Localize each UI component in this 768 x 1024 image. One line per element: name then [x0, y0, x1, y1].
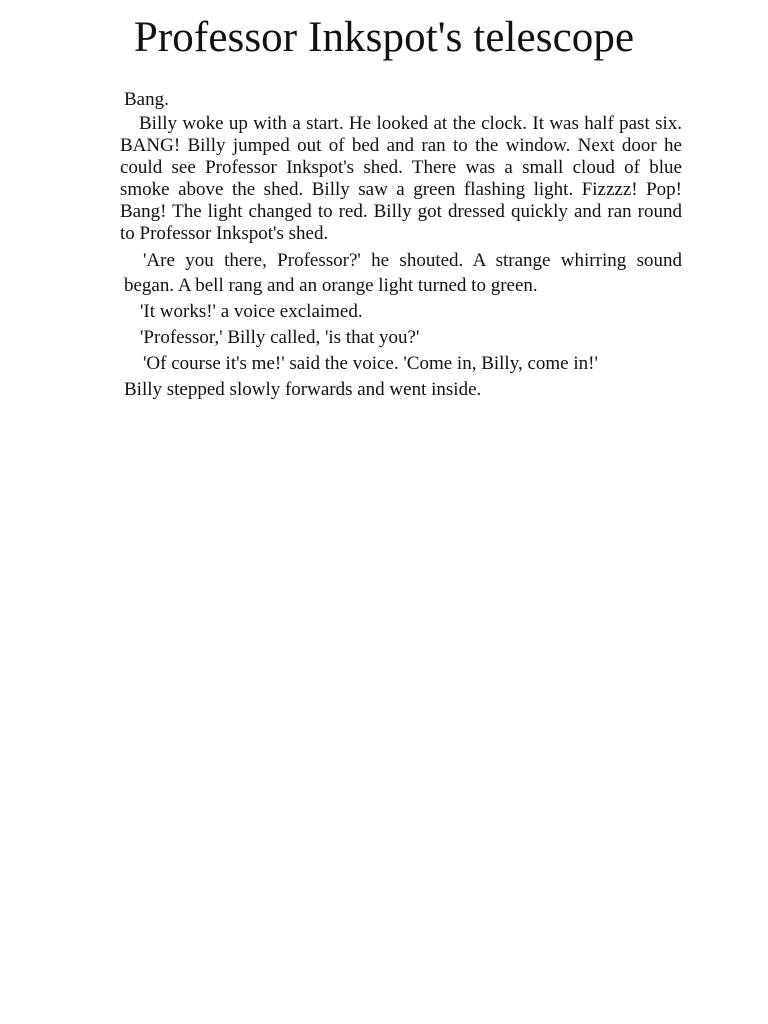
paragraph-3: 'Are you there, Professor?' he shouted. A strange whirring sound began. A bell rang and an orange light turned to green.: [124, 250, 682, 296]
paragraph-2: Billy woke up with a start. He looked at the clock. It was half past six. BANG! Billy jumped out of bed and ran to the window. Next door he could see Professor Inkspot's shed. There was a small cloud of blue smoke above the shed. Billy saw a green flashing light. Fizzzz! Pop! Bang! The light changed to red. Billy got dressed quickly and ran round to Professor Inkspot's shed.: [120, 113, 682, 244]
story-title: Professor Inkspot's telescope: [133, 14, 635, 61]
paragraph-4: 'It works!' a voice exclaimed.: [140, 301, 363, 322]
paragraph-6: 'Of course it's me!' said the voice. 'Come in, Billy, come in!': [143, 353, 598, 374]
paragraph-5: 'Professor,' Billy called, 'is that you?': [140, 327, 420, 348]
story-body: [120, 87, 682, 402]
paragraph-1: Bang.: [124, 89, 169, 110]
paragraph-7: Billy stepped slowly forwards and went inside.: [124, 379, 482, 400]
